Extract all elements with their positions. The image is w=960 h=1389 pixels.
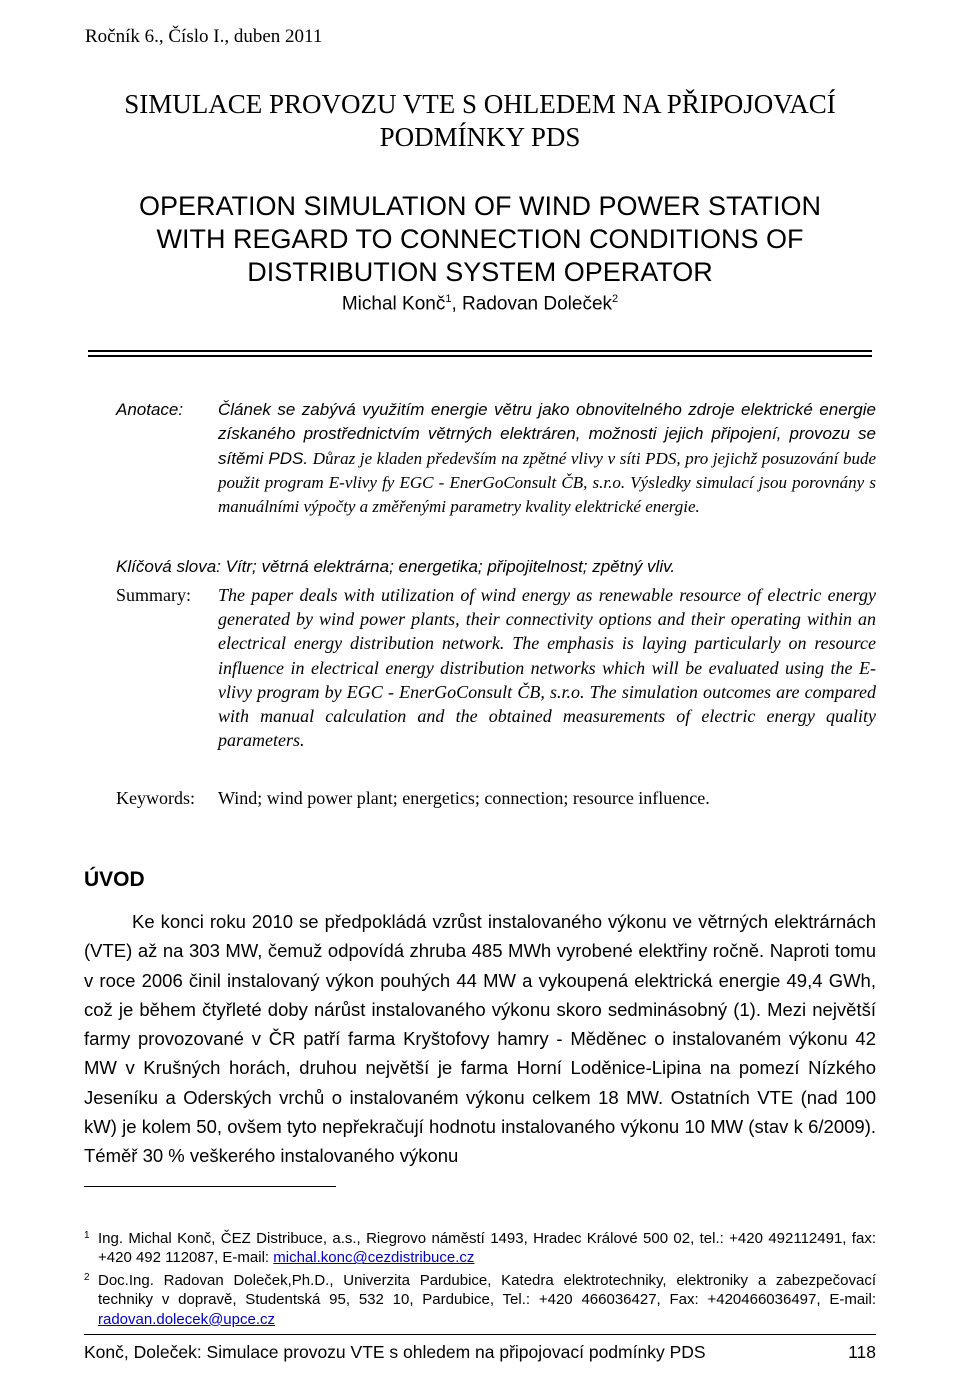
keywords-english (116, 786, 876, 810)
author-name: Michal Konč (341, 293, 446, 315)
footnote-body: Doc.Ing. Radovan Doleček,Ph.D., Univerzita Pardubice, Katedra elektrotechniky, elektroniky a zabezpečovací techniky v dopravě, Studentská 95, 532 10, Pardubice, Tel.: +420 466036427, Fax: +420466036497, E-mail: (98, 1272, 876, 1309)
title-english-line: WITH REGARD TO CONNECTION CONDITIONS OF (156, 224, 804, 254)
footer-citation: Konč, Doleček: Simulace provozu VTE s ohledem na připojovací podmínky PDS (84, 1342, 706, 1362)
email-link[interactable]: radovan.dolecek@upce.cz (98, 1310, 275, 1328)
page-number: 118 (848, 1342, 876, 1362)
keywords-czech: Klíčová slova: Vítr; větrná elektrárna; energetika; připojitelnost; zpětný vliv. (116, 557, 676, 576)
title-english (60, 190, 900, 289)
journal-header: Ročník 6., Číslo I., duben 2011 (85, 26, 323, 47)
double-divider (88, 350, 872, 357)
summary-label: Summary: (116, 585, 191, 605)
title-czech (60, 88, 900, 154)
abstract-czech-label: Anotace: (116, 400, 184, 419)
summary-text: The paper deals with utilization of wind energy as renewable resource of electric energy generated by wind power plants, their connectivity options and their operating within an electrical energy distribution network. The emphasis is laying particularly on resource influence in electrical energy distribution networks which will be evaluated using the E-vlivy program by EGC - EnerGoConsult ČB, s.r.o. The simulation outcomes are compared with manual calculation and the obtained measurements of electric energy quality parameters. (218, 585, 876, 751)
footnote-body: Ing. Michal Konč, ČEZ Distribuce, a.s., Riegrovo náměstí 1493, Hradec Králové 500 02, tel.: +420 492112491, fax: +420 492 112087, E-mail: (98, 1230, 876, 1267)
footnote-text (96, 1271, 876, 1329)
summary-english (116, 583, 876, 752)
author-separator: , (451, 293, 463, 315)
author-affiliation-mark: 2 (612, 293, 619, 305)
footnote (84, 1229, 876, 1268)
author-name: Radovan Doleček (462, 293, 613, 315)
title-english-line: OPERATION SIMULATION OF WIND POWER STATION (138, 191, 821, 221)
email-link[interactable]: michal.konc@cezdistribuce.cz (273, 1249, 475, 1267)
keywords-label: Keywords: (116, 788, 195, 808)
title-czech-line: PODMÍNKY PDS (379, 122, 581, 152)
title-czech-line: SIMULACE PROVOZU VTE S OHLEDEM NA PŘIPOJOVACÍ (124, 89, 836, 119)
footnote-number: 1 (84, 1230, 90, 1241)
keywords-text: Wind; wind power plant; energetics; connection; resource influence. (218, 788, 710, 808)
abstract-czech-part: Výsledky simulací jsou porovnány s manuálními výpočty a změřenými parametry kvality elektrické energie. (218, 472, 877, 517)
abstract-czech (116, 398, 876, 519)
footnote-divider (84, 1186, 336, 1187)
footnote (84, 1271, 876, 1329)
footnote-number: 2 (84, 1272, 90, 1283)
section-heading: ÚVOD (84, 868, 145, 891)
intro-paragraph: Ke konci roku 2010 se předpokládá vzrůst instalovaného výkonu ve větrných elektrárnách (VTE) až na 303 MW, čemuž odpovídá zhruba 485 MWh vyrobené elektřiny ročně. Naproti tomu v roce 2006 činil instalovaný výkon pouhých 44 MW a vykoupená elektrická energie 49,4 GWh, což je během čtyřleté doby nárůst instalovaného výkonu skoro sedminásobný (1). Mezi největší farmy provozované v ČR patří farma Kryštofovy hamry - Měděnec o instalovaném výkonu 42 MW v Krušných horách, druhou největší je farma Horní Loděnice-Lipina na pomezí Nízkého Jeseníku a Oderských vrchů o instalovaném výkonu celkem 18 MW. Ostatních VTE (nad 100 kW) je kolem 50, ovšem tyto nepřekračují hodnotu instalovaného výkonu 10 MW (stav k 6/2009). Téměř 30 % veškerého instalovaného výkonu (84, 911, 876, 1167)
author-affiliation-mark: 1 (445, 293, 452, 305)
abstract-czech-part: Důraz je kladen především na zpětné vlivy v síti PDS, pro jejichž posuzování bude použit program E-vlivy fy EGC - EnerGoConsult ČB, s.r.o. (218, 448, 876, 492)
authors (60, 293, 900, 315)
page-footer (84, 1342, 876, 1363)
abstract-czech-text (218, 398, 876, 519)
footnote-text (96, 1229, 876, 1268)
footer-divider (84, 1334, 876, 1335)
abstract-czech-part: Článek se zabývá využitím energie větru jako obnovitelného zdroje elektrické energie získaného prostřednictvím větrných elektráren, možnosti jejich připojení, provozu se sítěmi PDS. (218, 400, 876, 468)
title-english-line: DISTRIBUTION SYSTEM OPERATOR (247, 257, 713, 287)
